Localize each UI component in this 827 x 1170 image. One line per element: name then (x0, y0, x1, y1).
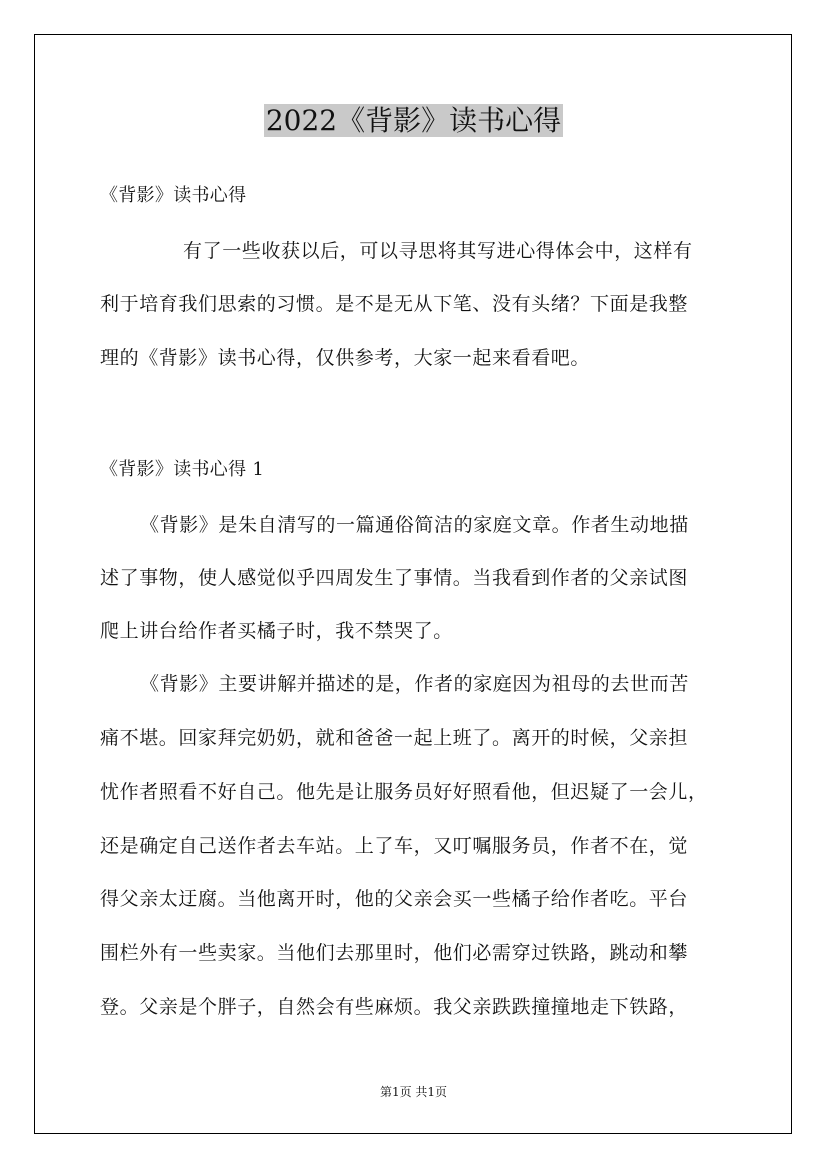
page-footer: 第1页 共1页 (379, 1085, 448, 1099)
paragraph2-line-5: 得父亲太迂腐。当他离开时，他的父亲会买一些橘子给作者吃。平台 (100, 888, 689, 910)
intro-line-1: 有了一些收获以后，可以寻思将其写进心得体会中，这样有 (183, 240, 693, 262)
paragraph2-line-2: 痛不堪。回家拜完奶奶，就和爸爸一起上班了。离开的时候，父亲担 (100, 727, 689, 749)
paragraph2-line-3: 忧作者照看不好自己。他先是让服务员好好照看他，但迟疑了一会儿， (100, 781, 708, 803)
paragraph2-line-6: 围栏外有一些卖家。当他们去那里时，他们必需穿过铁路，跳动和攀 (100, 942, 689, 964)
section-heading-1: 《背影》读书心得 1 (100, 459, 265, 480)
paragraph2-line-1: 《背影》主要讲解并描述的是，作者的家庭因为祖母的去世而苦 (140, 673, 689, 695)
document-title (0, 101, 827, 141)
intro-line-3: 理的《背影》读书心得，仅供参考，大家一起来看看吧。 (100, 347, 591, 369)
paragraph2-line-4: 还是确定自己送作者去车站。上了车，又叮嘱服务员，作者不在，觉 (100, 835, 689, 857)
title-text: 2022《背影》读书心得 (265, 104, 562, 137)
paragraph2-line-7: 登。父亲是个胖子，自然会有些麻烦。我父亲跌跌撞撞地走下铁路， (100, 996, 689, 1018)
paragraph1-line-1: 《背影》是朱自清写的一篇通俗简洁的家庭文章。作者生动地描 (140, 514, 689, 536)
intro-line-2: 利于培育我们思索的习惯。是不是无从下笔、没有头绪？下面是我整 (100, 293, 689, 315)
paragraph1-line-2: 述了事物，使人感觉似乎四周发生了事情。当我看到作者的父亲试图 (100, 567, 689, 589)
paragraph1-line-3: 爬上讲台给作者买橘子时，我不禁哭了。 (100, 620, 453, 642)
document-subtitle: 《背影》读书心得 (100, 185, 247, 206)
